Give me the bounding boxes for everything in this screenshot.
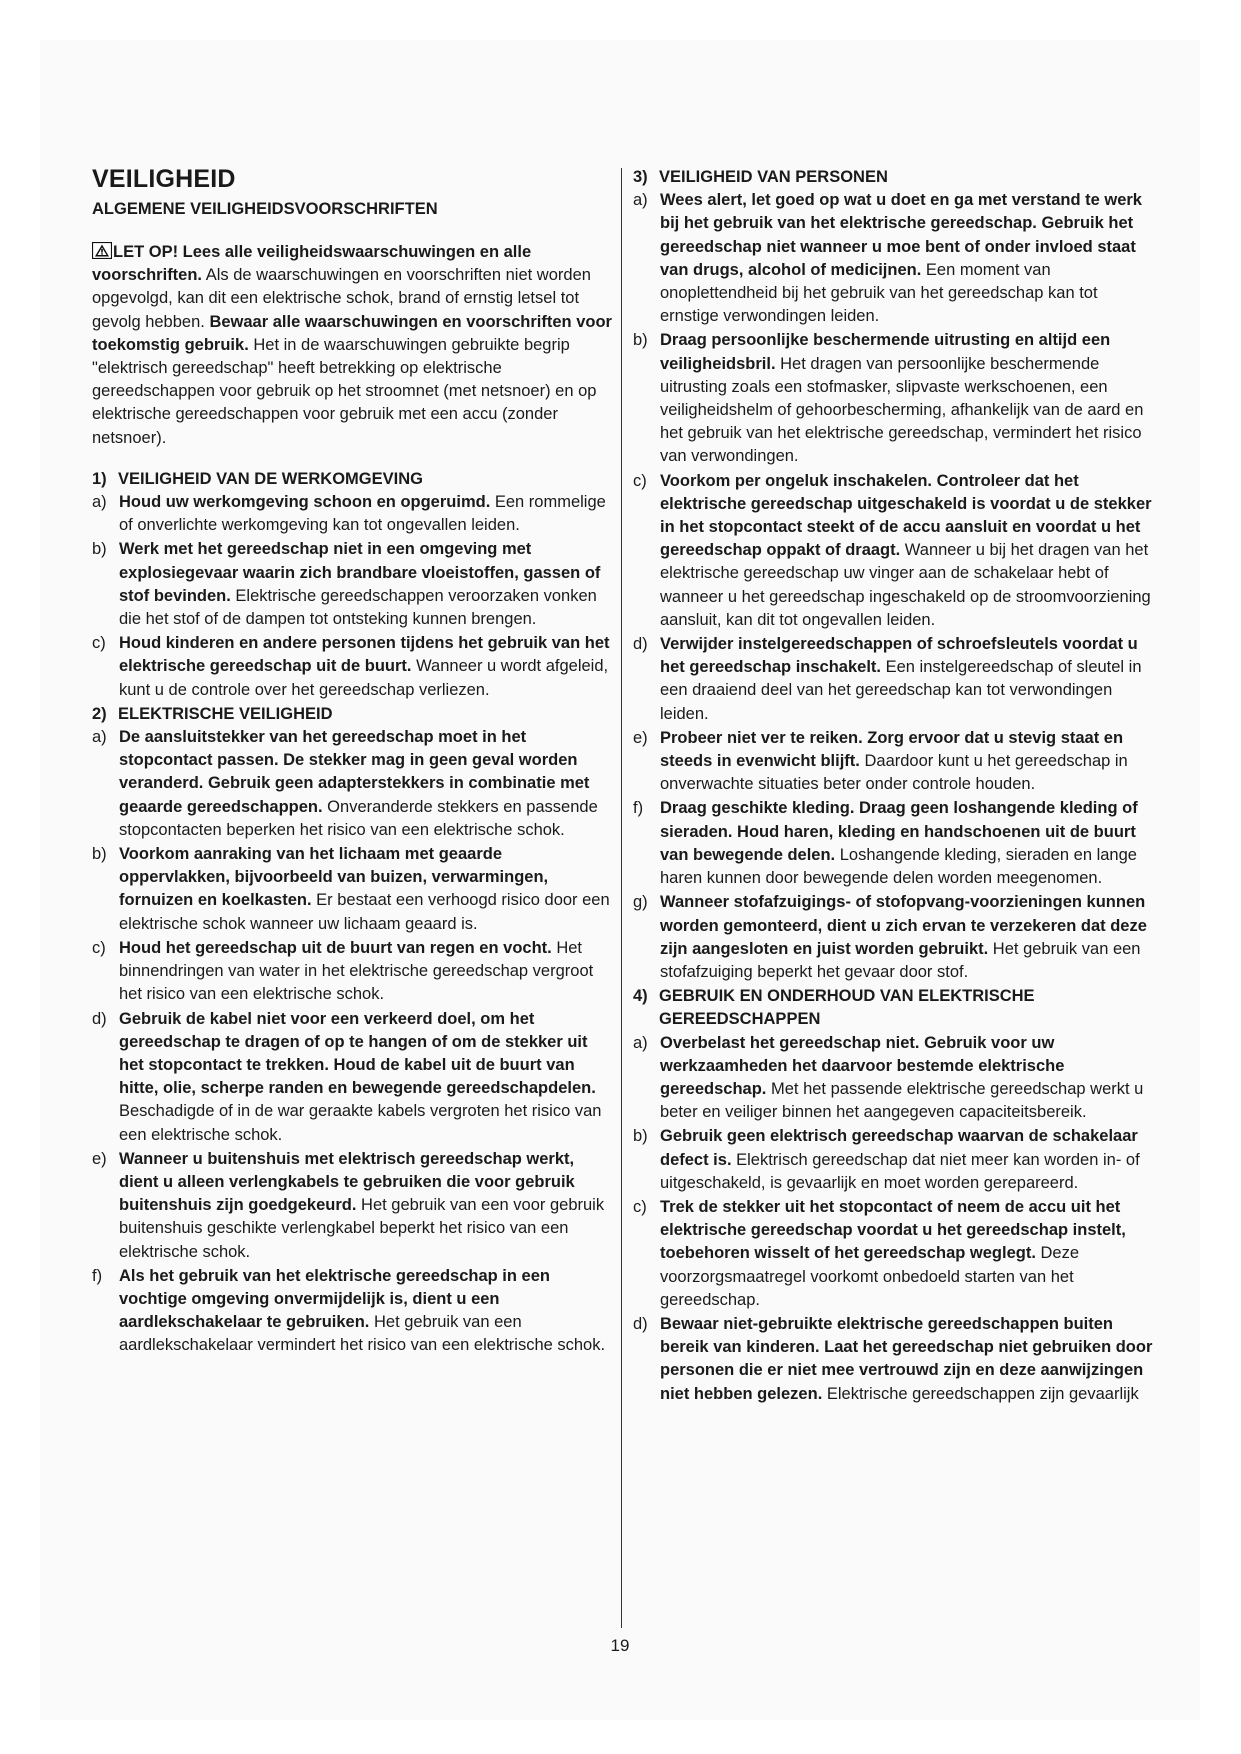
item-text: Het binnendringen van water in het elektrische gereedschap vergroot het risico van een elektrische schok. xyxy=(119,938,594,1004)
section-heading-2 xyxy=(92,703,612,726)
item-bold: Houd het gereedschap uit de buurt van regen en vocht. xyxy=(119,938,552,957)
item-bold: Verwijder instelgereedschappen of schroefsleutels voordat u het gereedschap inschakelt. xyxy=(660,635,1138,677)
item-text: Er bestaat een verhoogd risico door een elektrische schok wanneer uw lichaam geaard is. xyxy=(119,891,610,933)
item-bold: Gebruik de kabel niet voor een verkeerd doel, om het gereedschap te dragen of op te hangen of om de stekker uit het stopcontact te trekken. Houd de kabel uit de buurt van hitte, olie, scherpe randen en bewegende gereedschapdelen. xyxy=(119,1009,596,1098)
item-bold: Voorkom per ongeluk inschakelen. Controleer dat het elektrische gereedschap uitgeschakeld is voordat u de stekker in het stopcontact steekt of de accu aansluit en voordat u het gereedschap oppakt of draagt. xyxy=(660,471,1152,560)
item-text: Een rommelige of onverlichte werkomgeving kan tot ongevallen leiden. xyxy=(119,493,606,535)
list-item xyxy=(633,1313,1153,1406)
intro-paragraph xyxy=(92,241,612,450)
list-item xyxy=(92,538,612,631)
item-letter: b) xyxy=(633,1127,648,1146)
item-text: Het gebruik van een voor gebruik buitenshuis geschikte verlengkabel beperkt het risico van een elektrische schok. xyxy=(119,1196,605,1261)
list-item xyxy=(92,491,612,537)
list-item xyxy=(92,632,612,702)
item-bold: Wanneer u buitenshuis met elektrisch gereedschap werkt, dient u alleen verlengkabels te gebruiken die voor gebruik buitenshuis zijn goedgekeurd. xyxy=(119,1149,575,1215)
list-item xyxy=(92,1265,612,1358)
warning-bold-text: LET OP! Lees alle veiligheidswaarschuwingen en alle voorschriften. xyxy=(92,243,532,285)
list-item xyxy=(633,1125,1153,1195)
item-letter: b) xyxy=(92,540,107,559)
item-text: Onveranderde stekkers en passende stopcontacten beperken het risico van een elektrische schok. xyxy=(119,797,598,839)
item-letter: c) xyxy=(92,938,106,957)
item-letter: b) xyxy=(92,845,107,864)
list-item xyxy=(92,937,612,1007)
item-bold: Houd kinderen en andere personen tijdens het gebruik van het elektrische gereedschap uit de buurt. xyxy=(119,634,610,676)
list-item xyxy=(633,891,1153,984)
list-item xyxy=(92,1008,612,1147)
item-bold: Als het gebruik van het elektrische gereedschap in een vochtige omgeving onvermijdelijk is, dient u een aardlekschakelaar te gebruiken. xyxy=(119,1266,550,1332)
item-bold: Draag geschikte kleding. Draag geen loshangende kleding of sieraden. Houd haren, kleding en handschoenen uit de buurt van bewegende delen. xyxy=(660,799,1138,864)
list-item xyxy=(92,726,612,842)
item-bold: Houd uw werkomgeving schoon en opgeruimd. xyxy=(119,493,491,512)
section-heading-3 xyxy=(633,166,1153,189)
item-text: Beschadigde of in de war geraakte kabels vergroten het risico van een elektrische schok. xyxy=(119,1102,602,1144)
keep-bold-text: Bewaar alle waarschuwingen en voorschriften voor toekomstig gebruik. xyxy=(92,312,612,354)
section-title: GEBRUIK EN ONDERHOUD VAN ELEKTRISCHE GEREEDSCHAPPEN xyxy=(659,987,1035,1029)
item-letter: b) xyxy=(633,331,648,350)
section-number: 4) xyxy=(633,987,648,1006)
list-item xyxy=(92,843,612,936)
item-letter: d) xyxy=(633,1314,648,1333)
page-number: 19 xyxy=(610,1636,630,1655)
item-letter: f) xyxy=(92,1266,103,1285)
item-text: Deze voorzorgsmaatregel voorkomt onbedoeld starten van het gereedschap. xyxy=(660,1244,1080,1309)
section-heading-4 xyxy=(633,985,1153,1031)
item-letter: e) xyxy=(633,728,648,747)
section-number: 1) xyxy=(92,469,107,488)
item-letter: e) xyxy=(92,1149,107,1168)
item-bold: Probeer niet ver te reiken. Zorg ervoor dat u stevig staat en steeds in evenwicht blijft. xyxy=(660,728,1124,771)
item-text: Elektrisch gereedschap dat niet meer kan worden in- of uitgeschakeld, is gevaarlijk en moet worden gerepareerd. xyxy=(660,1150,1140,1192)
item-bold: Overbelast het gereedschap niet. Gebruik voor uw werkzaamheden het daarvoor bestemde elektrische gereedschap. xyxy=(660,1033,1065,1098)
right-column xyxy=(633,166,1153,1407)
item-text: Met het passende elektrische gereedschap werkt u beter en veiliger binnen het aangegeven capaciteitsbereik. xyxy=(660,1079,1144,1122)
item-text: Loshangende kleding, sieraden en lange haren kunnen door bewegende delen worden meegenomen. xyxy=(660,845,1137,888)
item-text: Het gebruik van een stofafzuiging beperkt het gevaar door stof. xyxy=(660,939,1141,981)
item-text: Daardoor kunt u het gereedschap in onverwachte situaties beter onder controle houden. xyxy=(660,752,1128,794)
item-text: Elektrische gereedschappen zijn gevaarlijk xyxy=(822,1384,1139,1403)
list-item xyxy=(633,329,1153,468)
item-letter: g) xyxy=(633,893,648,912)
list-item xyxy=(633,633,1153,726)
item-text: Het dragen van persoonlijke beschermende uitrusting zoals een stofmasker, slipvaste werkschoenen, een veiligheidshelm of gehoorbescherming, afhankelijk van de aard en het gebruik van het elektrische gereedschap, vermindert het risico van verwondingen. xyxy=(660,354,1144,466)
item-text: Wanneer u bij het dragen van het elektrische gereedschap uw vinger aan de schakelaar hebt of wanneer u het gereedschap ingeschakeld op de stroomvoorziening aansluit, kan dit tot ongevallen leiden. xyxy=(660,541,1151,629)
section-title: ELEKTRISCHE VEILIGHEID xyxy=(118,704,333,723)
column-divider xyxy=(621,168,622,1628)
item-bold: De aansluitstekker van het gereedschap moet in het stopcontact passen. De stekker mag in geen geval worden veranderd. Gebruik geen adapterstekkers in combinatie met geaarde gereedschappen. xyxy=(119,728,590,816)
section-title: VEILIGHEID VAN DE WERKOMGEVING xyxy=(118,469,423,488)
item-letter: d) xyxy=(633,635,648,654)
item-bold: Wanneer stofafzuigings- of stofopvang-voorzieningen kunnen worden gemonteerd, dient u zich ervan te verzekeren dat deze zijn aangesloten en juist worden gebruikt. xyxy=(660,893,1147,958)
item-letter: a) xyxy=(92,728,107,747)
item-letter: a) xyxy=(92,493,107,512)
page-title: VEILIGHEID xyxy=(92,165,236,193)
item-text: Elektrische gereedschappen veroorzaken vonken die het stof of de dampen tot ontsteking kunnen brengen. xyxy=(119,586,597,629)
item-letter: d) xyxy=(92,1009,107,1028)
item-bold: Bewaar niet-gebruikte elektrische gereedschappen buiten bereik van kinderen. Laat het gereedschap niet gebruiken door personen die er niet mee vertrouwd zijn en deze aanwijzingen niet hebben gelezen. xyxy=(660,1314,1153,1403)
list-item xyxy=(633,727,1153,797)
left-column xyxy=(92,165,612,1359)
list-item xyxy=(633,797,1153,890)
warning-book-icon xyxy=(92,242,112,259)
item-text: Wanneer u wordt afgeleid, kunt u de controle over het gereedschap verliezen. xyxy=(119,657,609,699)
item-letter: c) xyxy=(633,471,647,490)
section-number: 3) xyxy=(633,168,648,186)
section-title: VEILIGHEID VAN PERSONEN xyxy=(659,168,888,186)
page-subtitle: ALGEMENE VEILIGHEIDSVOORSCHRIFTEN xyxy=(92,200,438,218)
item-letter: f) xyxy=(633,799,644,818)
list-item xyxy=(633,470,1153,632)
list-item xyxy=(633,1032,1153,1125)
item-text: Een instelgereedschap of sleutel in een draaiend deel van het gereedschap kan tot verwondingen leiden. xyxy=(660,658,1142,723)
item-letter: c) xyxy=(92,634,106,653)
item-text: Een moment van onoplettendheid bij het gebruik van het gereedschap kan tot ernstige verwondingen leiden. xyxy=(660,260,1098,326)
item-bold: Trek de stekker uit het stopcontact of neem de accu uit het elektrische gereedschap voordat u het gereedschap instelt, toebehoren wisselt of het gereedschap weglegt. xyxy=(660,1197,1126,1263)
item-bold: Werk met het gereedschap niet in een omgeving met explosiegevaar waarin zich brandbare vloeistoffen, gassen of stof bevinden. xyxy=(119,540,601,605)
section-number: 2) xyxy=(92,704,107,723)
item-bold: Draag persoonlijke beschermende uitrusting en altijd een veiligheidsbril. xyxy=(660,331,1111,373)
item-bold: Gebruik geen elektrisch gereedschap waarvan de schakelaar defect is. xyxy=(660,1127,1138,1169)
item-letter: a) xyxy=(633,1033,648,1052)
list-item xyxy=(633,1196,1153,1312)
item-letter: a) xyxy=(633,191,648,210)
section-heading-1 xyxy=(92,468,612,491)
keep-text: Het in de waarschuwingen gebruikte begrip "elektrisch gereedschap" heeft betrekking op elektrische gereedschappen voor gebruik op het stroomnet (met netsnoer) en op elektrische gereedschappen voor gebruik met een accu (zonder netsnoer). xyxy=(92,335,597,447)
list-item xyxy=(92,1148,612,1264)
item-bold: Wees alert, let goed op wat u doet en ga met verstand te werk bij het gebruik van het elektrische gereedschap. Gebruik het gereedschap niet wanneer u moe bent of onder invloed staat van drugs, alcohol of medicijnen. xyxy=(660,191,1142,279)
item-bold: Voorkom aanraking van het lichaam met geaarde oppervlakken, bijvoorbeeld van buizen, verwarmingen, fornuizen en koelkasten. xyxy=(119,845,549,910)
item-letter: c) xyxy=(633,1197,647,1216)
item-text: Het gebruik van een aardlekschakelaar vermindert het risico van een elektrische schok. xyxy=(119,1313,606,1355)
list-item xyxy=(633,189,1153,328)
warning-text: Als de waarschuwingen en voorschriften niet worden opgevolgd, kan dit een elektrische schok, brand of ernstig letsel tot gevolg hebben. xyxy=(92,266,591,331)
